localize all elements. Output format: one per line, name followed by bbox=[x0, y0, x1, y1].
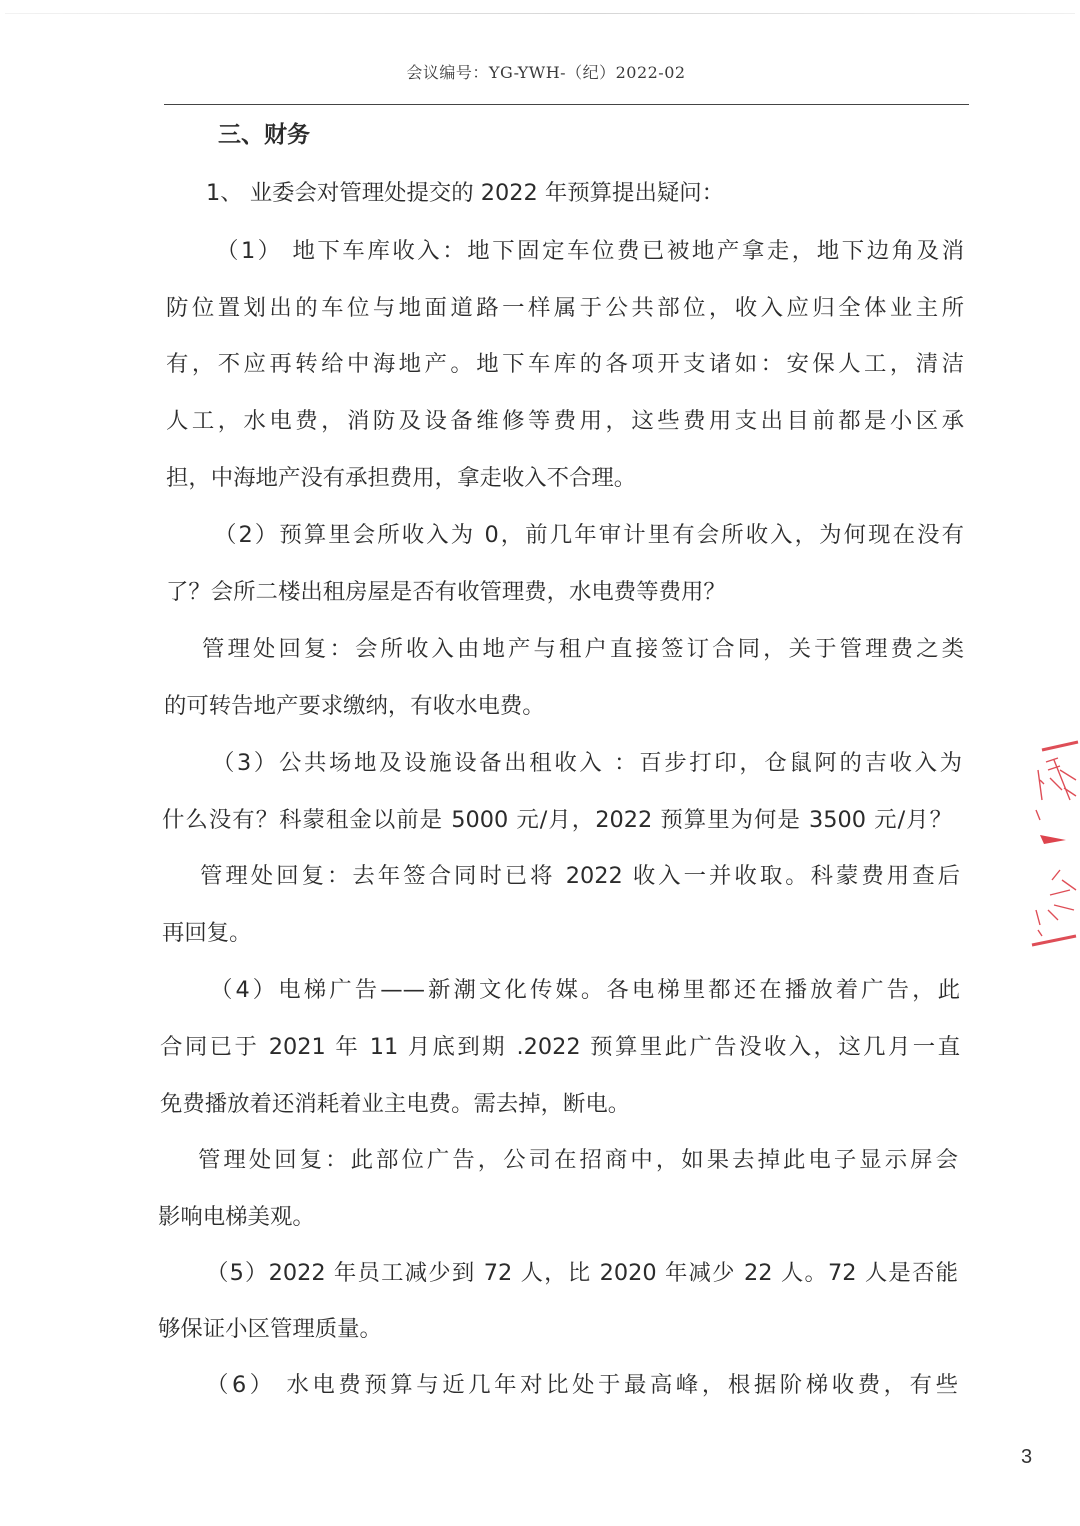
reply-line: 管理处回复：会所收入由地产与租户直接签订合同，关于管理费之类 bbox=[202, 636, 964, 662]
meeting-code-header: 会议编号：YG-YWH-（纪）2022-02 bbox=[406, 63, 686, 82]
paragraph-line: （3）公共场地及设施设备出租收入 ：百步打印，仓鼠阿的吉收入为 bbox=[212, 750, 962, 776]
paragraph-line: （4）电梯广告——新潮文化传媒。各电梯里都还在播放着广告，此 bbox=[210, 977, 960, 1003]
header-divider bbox=[164, 104, 969, 105]
paragraph-line: （1） 地下车库收入：地下固定车位费已被地产拿走，地下边角及消 bbox=[216, 238, 964, 264]
reply-line: 管理处回复：此部位广告，公司在招商中，如果去掉此电子显示屏会 bbox=[198, 1147, 958, 1173]
section-title: 三、财务 bbox=[218, 122, 310, 148]
paragraph-line: 防位置划出的车位与地面道路一样属于公共部位，收入应归全体业主所 bbox=[166, 295, 964, 321]
paragraph-line: 担，中海地产没有承担费用，拿走收入不合理。 bbox=[166, 465, 637, 491]
reply-line: 影响电梯美观。 bbox=[158, 1204, 315, 1230]
paragraph-line: 有，不应再转给中海地产。地下车库的各项开支诸如：安保人工，清洁 bbox=[166, 351, 964, 377]
paragraph-line: 了？会所二楼出租房屋是否有收管理费，水电费等费用？ bbox=[166, 579, 726, 605]
red-seal-stamp-icon bbox=[1030, 740, 1080, 955]
paragraph-line: 什么没有？科蒙租金以前是 5000 元/月，2022 预算里为何是 3500 元/月？ bbox=[162, 807, 952, 833]
paragraph-line: （2）预算里会所收入为 0，前几年审计里有会所收入，为何现在没有 bbox=[214, 522, 964, 548]
paragraph-line: 免费播放着还消耗着业主电费。需去掉，断电。 bbox=[160, 1091, 631, 1117]
paragraph-line: 合同已于 2021 年 11 月底到期 .2022 预算里此广告没收入，这几月一直 bbox=[160, 1034, 960, 1060]
page-number: 3 bbox=[1021, 1446, 1033, 1468]
scan-edge-line bbox=[5, 13, 1075, 14]
reply-line: 再回复。 bbox=[162, 920, 252, 946]
paragraph-line: （6） 水电费预算与近几年对比处于最高峰，根据阶梯收费，有些 bbox=[206, 1372, 958, 1398]
paragraph-line: 够保证小区管理质量。 bbox=[158, 1316, 382, 1342]
item-heading: 1、 业委会对管理处提交的 2022 年预算提出疑问： bbox=[206, 180, 725, 206]
reply-line: 管理处回复：去年签合同时已将 2022 收入一并收取。科蒙费用查后 bbox=[200, 863, 960, 889]
paragraph-line: 人工，水电费，消防及设备维修等费用，这些费用支出目前都是小区承 bbox=[166, 408, 964, 434]
reply-line: 的可转告地产要求缴纳，有收水电费。 bbox=[164, 693, 545, 719]
paragraph-line: （5）2022 年员工减少到 72 人，比 2020 年减少 22 人。72 人是否能 bbox=[206, 1260, 958, 1286]
